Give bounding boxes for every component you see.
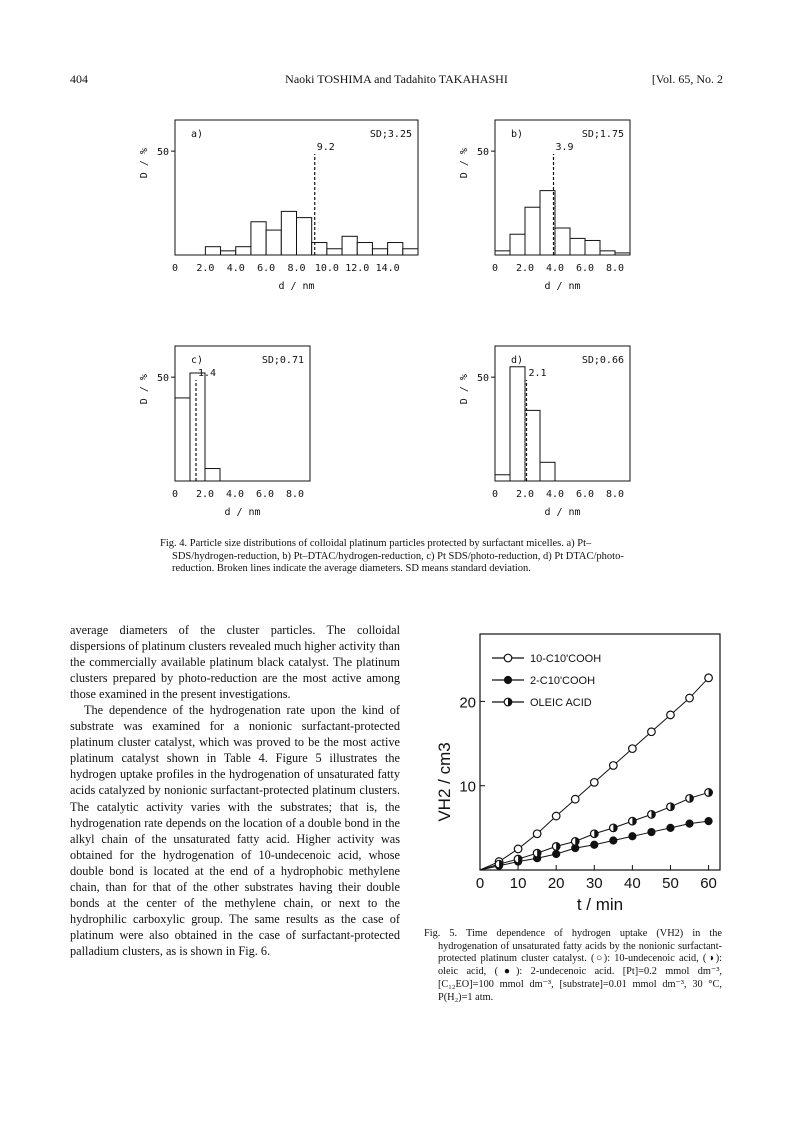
panel-label: d) — [511, 355, 524, 366]
plot-frame — [480, 634, 720, 870]
data-point — [686, 795, 694, 803]
histogram-bar — [388, 243, 403, 255]
sd-label: SD;3.25 — [369, 129, 412, 140]
ytick-label: 50 — [476, 147, 489, 159]
histogram-bar — [540, 191, 555, 255]
body-text — [70, 622, 400, 959]
x-axis-label: d / nm — [278, 281, 315, 292]
y-axis-label: D / % — [139, 148, 150, 179]
y-axis-label: D / % — [459, 148, 470, 179]
mean-label: 3.9 — [555, 142, 574, 153]
histogram-bar — [357, 243, 372, 255]
data-point — [495, 860, 503, 868]
ytick-label: 50 — [476, 373, 489, 385]
data-point — [610, 824, 618, 832]
mean-label: 2.1 — [528, 368, 547, 379]
data-point — [514, 845, 522, 853]
histogram-bar — [403, 249, 418, 255]
histogram-bar — [495, 475, 510, 481]
xtick-label: 30 — [585, 875, 603, 892]
xtick-label: 8.0 — [287, 263, 306, 274]
data-point — [504, 676, 511, 683]
data-point — [552, 843, 560, 851]
data-point — [571, 838, 579, 846]
histogram-bar — [297, 218, 312, 255]
x-axis-label: d / nm — [544, 507, 581, 518]
xtick-label: 8.0 — [605, 263, 625, 274]
sd-label: SD;1.75 — [581, 129, 624, 140]
data-point — [504, 654, 512, 662]
histogram-bar — [585, 240, 600, 255]
sd-label: SD;0.66 — [581, 355, 624, 366]
xtick-label: 8.0 — [605, 489, 625, 500]
xtick-label: 0 — [491, 489, 499, 500]
histogram-bar — [525, 207, 540, 255]
histogram-bar — [221, 251, 236, 255]
ytick-label: 50 — [156, 147, 169, 159]
data-point — [533, 849, 541, 857]
panel-label: c) — [191, 355, 204, 366]
histogram-bar — [205, 469, 220, 481]
data-point — [705, 818, 712, 825]
fig4-panel-c — [140, 330, 320, 520]
histogram-bar — [570, 238, 585, 255]
y-axis-label: D / % — [459, 374, 470, 405]
fig4-caption: Fig. 4. Particle size distributions of colloidal platinum particles protected by surfactant micelles. a) Pt–SDS/hydrogen-reduction, b) Pt–DTAC/hydrogen-reduction, c) Pt SDS/photo-reduction, d) Pt DTAC/photo-reduction. Broken lines indicate the average diameters. SD means standard deviation. — [160, 538, 624, 575]
xtick-label: 4.0 — [225, 489, 245, 500]
xtick-label: 12.0 — [345, 263, 370, 274]
histogram-bar — [372, 249, 387, 255]
histogram-bar — [600, 251, 615, 255]
legend-label: 2-C10'COOH — [530, 675, 596, 687]
xtick-label: 8.0 — [285, 489, 305, 500]
data-point — [533, 830, 541, 838]
page-number: 404 — [70, 72, 88, 86]
xtick-label: 10.0 — [314, 263, 339, 274]
histogram-bar — [327, 249, 342, 255]
xtick-label: 0 — [171, 263, 179, 274]
xtick-label: 4.0 — [545, 489, 565, 500]
x-axis-label: d / nm — [224, 507, 261, 518]
fig4-panel-a — [139, 100, 412, 300]
data-point — [686, 694, 694, 702]
xtick-label: 20 — [547, 875, 565, 892]
histogram-bar — [540, 462, 555, 481]
paragraph-1: average diameters of the cluster particles. The colloidal dispersions of platinum clusters revealed much higher activity than the commercially available platinum black catalyst. The platinum clusters prepared by photo-reduction are the most active among those examined in the present investigations. — [70, 623, 400, 702]
histogram-bar — [615, 253, 630, 255]
running-head-volume: [Vol. 65, No. 2 — [651, 72, 723, 86]
data-point — [667, 824, 674, 831]
histogram-bar — [510, 367, 525, 481]
histogram-bar — [281, 211, 296, 255]
histogram-bar — [525, 410, 540, 481]
xtick-label: 0 — [171, 489, 179, 500]
data-point — [648, 828, 655, 835]
histogram-bar — [495, 251, 510, 255]
xtick-label: 60 — [700, 875, 717, 892]
histogram-bar — [266, 230, 281, 255]
histogram-bar — [175, 398, 190, 481]
data-point — [610, 837, 617, 844]
fig5-caption: Fig. 5. Time dependence of hydrogen uptake (VH2) in the hydrogenation of unsaturated fatty acids by the nonionic surfactant-protected platinum cluster catalyst. (○): 10-undecenoic acid, (◑): oleic acid, (●): 2-undecenoic acid. [Pt]=0.2 mmol dm⁻³, [C₁₂EO]=100 mmol dm⁻³, [substrate]=0.01 mmol dm⁻³, 30 °C, P(H₂)=1 atm. — [424, 928, 722, 1003]
data-point — [667, 711, 675, 719]
xtick-label: 6.0 — [255, 489, 275, 500]
data-point — [686, 820, 693, 827]
histogram-bar — [555, 228, 570, 255]
fig4-panel-d — [460, 330, 640, 520]
xtick-label: 0 — [491, 263, 499, 274]
xtick-label: 40 — [624, 875, 641, 892]
ytick-label: 10 — [459, 778, 476, 796]
ytick-label: 20 — [459, 694, 476, 712]
data-point — [629, 833, 636, 840]
data-point — [590, 779, 598, 787]
data-point — [629, 817, 637, 825]
data-point — [648, 811, 656, 819]
fig5-chart — [428, 620, 718, 920]
data-point — [553, 850, 560, 857]
x-axis-label: d / nm — [544, 281, 581, 292]
data-point — [610, 762, 618, 770]
xtick-label: 6.0 — [257, 263, 276, 274]
paragraph-2: The dependence of the hydrogenation rate upon the kind of substrate was examined for a nonionic surfactant-protected platinum cluster catalyst, which was proved to be the most active platinum catalyst shown in Table 4. Figure 5 illustrates the hydrogen uptake profiles in the hydrogenation of unsaturated fatty acids catalyzed by nonionic surfactant-protected platinum clusters. The catalytic activity varies with the substrates; that is, the hydrogenation rate depends on the location of a double bond in the alkyl chain of the unsaturated fatty acid. Higher activity was obtained for the hydrogenation of 10-undecenoic acid, whose double bond is located at the end of a hydrophobic methylene chain, than for that of the other substrates having their double bonds at the center of the methylene chain, or next to the hydrophilic carboxylic group. The same results as the case of platinum were also obtained in the case of surfactant-protected palladium clusters, as is shown in Fig. 6. — [70, 703, 400, 958]
legend — [492, 653, 601, 709]
data-point — [514, 855, 522, 863]
data-point — [667, 803, 675, 811]
mean-label: 9.2 — [316, 142, 335, 153]
series-2 — [480, 789, 712, 870]
y-axis-label: VH2 / cm3 — [435, 742, 454, 822]
data-point — [590, 830, 598, 838]
histogram-bar — [236, 247, 251, 255]
histogram-bar — [510, 234, 525, 255]
data-point — [591, 841, 598, 848]
data-point — [504, 698, 512, 706]
histogram-bar — [190, 373, 205, 481]
legend-label: OLEIC ACID — [530, 697, 592, 709]
histogram-bar — [251, 222, 266, 255]
series-1 — [480, 818, 712, 870]
xtick-label: 6.0 — [575, 489, 595, 500]
panel-label: a) — [191, 129, 204, 140]
data-point — [629, 745, 637, 753]
x-axis-label: t / min — [576, 895, 624, 914]
xtick-label: 14.0 — [375, 263, 400, 274]
xtick-label: 2.0 — [195, 489, 215, 500]
running-head-authors: Naoki TOSHIMA and Tadahito TAKAHASHI — [285, 72, 508, 86]
fig4-panel-b — [460, 100, 640, 300]
panel-label: b) — [511, 129, 524, 140]
data-point — [552, 812, 560, 820]
y-axis-label: D / % — [139, 374, 150, 405]
xtick-label: 4.0 — [226, 263, 245, 274]
legend-label: 10-C10'COOH — [530, 653, 602, 665]
data-point — [648, 728, 656, 736]
ytick-label: 50 — [156, 373, 169, 385]
xtick-label: 2.0 — [515, 263, 535, 274]
xtick-label: 4.0 — [545, 263, 565, 274]
histogram-bar — [312, 243, 327, 255]
xtick-label: 10 — [509, 875, 527, 892]
xtick-label: 2.0 — [196, 263, 215, 274]
xtick-label: 50 — [662, 875, 679, 892]
xtick-label: 0 — [475, 875, 485, 892]
sd-label: SD;0.71 — [261, 355, 304, 366]
xtick-label: 6.0 — [575, 263, 595, 274]
mean-label: 1.4 — [198, 368, 217, 379]
histogram-bar — [342, 236, 357, 255]
xtick-label: 2.0 — [515, 489, 535, 500]
data-point — [705, 674, 713, 682]
histogram-bar — [205, 247, 220, 255]
data-point — [705, 789, 713, 797]
series-0 — [480, 674, 712, 870]
data-point — [571, 795, 579, 803]
